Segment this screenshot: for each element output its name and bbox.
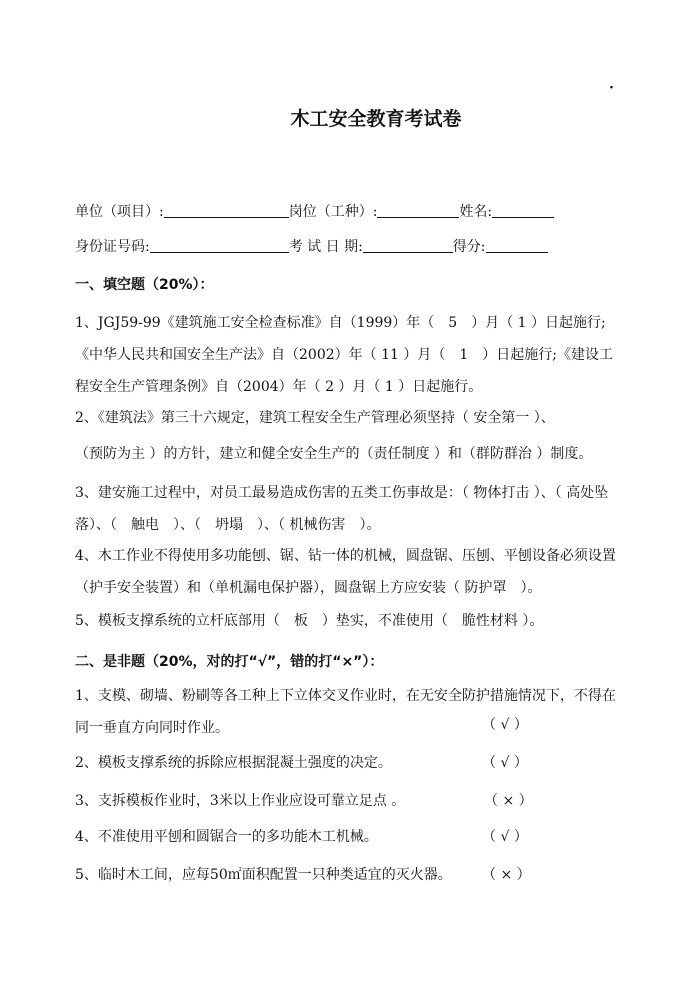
unit-label: 单位（项目）:: [75, 204, 164, 220]
score-field[interactable]: [486, 238, 548, 253]
tf-item-1: [75, 680, 625, 744]
tf-item-1-answer: （ √ ）: [482, 717, 528, 733]
date-label: 考 试 日 期:: [288, 239, 363, 255]
tf-item-4-answer: （ √ ）: [482, 829, 528, 845]
tf-item-3-answer: （ × ）: [484, 793, 533, 809]
tf-item-5-text: 5、临时木工间，应每50㎡面积配置一只种类适宜的灭火器。: [75, 867, 452, 883]
corner-mark: ·: [609, 80, 614, 96]
question-2-line-1: 2、《建筑法》第三十六规定，建筑工程安全生产管理必须坚持（ 安全第一 ）、: [75, 410, 555, 426]
info-row-1: [75, 201, 554, 221]
page-title: 木工安全教育考试卷: [290, 108, 462, 130]
tf-item-4-text: 4、不准使用平刨和圆锯合一的多功能木工机械。: [75, 829, 378, 845]
question-3: 3、建安施工过程中，对员工最易造成伤害的五类工伤事故是：（ 物体打击 ）、（ 高处坠落）、（ 触电 ）、（ 坍塌 ）、（ 机械伤害 ）。: [75, 485, 609, 533]
post-field[interactable]: [377, 203, 459, 218]
id-field[interactable]: [150, 238, 289, 253]
question-1: 1、JGJ59-99《建筑施工安全检查标准》自（1999）年（ 5 ）月（ 1 ）日起施行;《中华人民共和国安全生产法》自（2002）年（ 11 ）月（ 1 ）日起施行;《建设工程安全生产管理条例》自（2004）年（ 2 ）月（ 1 ）日起施行。: [75, 315, 613, 395]
question-4: 4、木工作业不得使用多功能刨、锯、钻一体的机械，圆盘锯、压刨、平刨设备必须设置（护手安全装置）和（单机漏电保护器），圆盘锯上方应安装（ 防护罩 ）。: [75, 548, 616, 596]
score-label: 得分:: [452, 239, 486, 255]
id-label: 身份证号码:: [75, 239, 150, 255]
info-row-2: [75, 236, 548, 256]
name-field[interactable]: [492, 203, 554, 218]
tf-item-5-answer: （ × ）: [482, 867, 531, 883]
question-2-line-2: （预防为主 ）的方针，建立和健全安全生产的（责任制度 ）和（群防群治 ）制度。: [75, 446, 593, 462]
section-2-heading: 二、是非题（20%，对的打“√”，错的打“×”）：: [75, 654, 384, 670]
section-1-heading: 一、填空题（20%）：: [75, 277, 214, 293]
unit-field[interactable]: [164, 203, 289, 218]
tf-item-3-text: 3、支拆模板作业时，3米以上作业应设可靠立足点 。: [75, 793, 406, 809]
question-5: 5、模板支撑系统的立杆底部用（ 板 ）垫实，不准使用（ 脆性材料 ）。: [75, 613, 544, 629]
name-label: 姓名:: [459, 204, 493, 220]
post-label: 岗位（工种）:: [288, 204, 378, 220]
tf-item-1-text-b: 同一垂直方向同时作业。: [75, 720, 229, 736]
tf-item-2-answer: （ √ ）: [482, 755, 528, 771]
date-field[interactable]: [363, 238, 453, 253]
tf-item-2-text: 2、模板支撑系统的拆除应根据混凝土强度的决定。: [75, 755, 392, 771]
tf-item-1-text-a: 1、支模、砌墙、粉刷等各工种上下立体交叉作业时，在无安全防护措施情况下，不得在: [75, 688, 616, 704]
